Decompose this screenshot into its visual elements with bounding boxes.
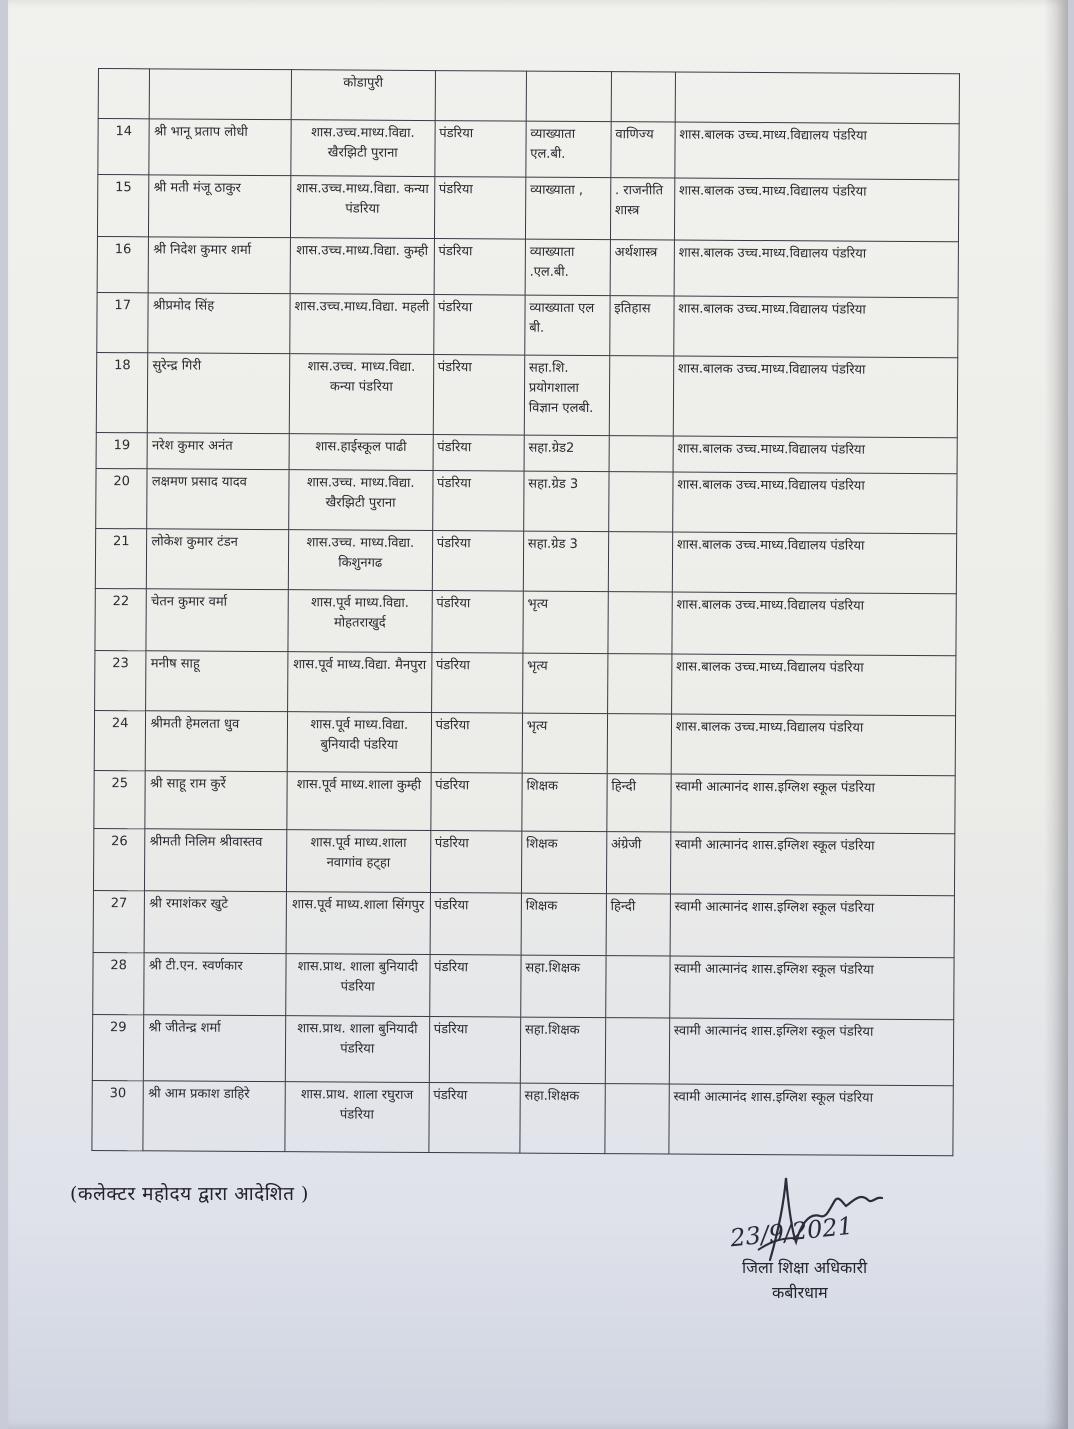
current-school-cell: शास.प्राथ. शाला रघुराज पंडरिया [285,1082,429,1153]
employee-name-cell: श्री टी.एन. स्वर्णकार [144,953,286,1016]
block-name-cell: पंडरिया [433,295,525,356]
current-school-cell: शास.हाईस्कूल पाढी [289,434,433,471]
subject-cell [608,532,672,592]
subject-cell [607,654,671,714]
table-row [96,432,957,473]
table-row [95,528,956,593]
employee-name-cell [150,69,292,120]
block-name-cell [435,71,527,122]
subject-cell: इतिहास [610,296,674,356]
table-row [95,588,956,655]
designation-cell: व्याख्याता एल.बी. [526,121,611,178]
table-row [97,175,958,242]
designation-cell: सहा.शिक्षक [520,1083,605,1154]
serial-number-cell: 23 [95,650,147,710]
designation-cell: व्याख्याता एल बी. [525,295,610,356]
block-name-cell: पंडरिया [434,239,526,296]
subject-cell: हिन्दी [606,894,670,956]
designation-cell: सहा.ग्रेड2 [524,435,609,472]
serial-number-cell: 16 [97,236,149,292]
new-posting-cell: शास.बालक उच्च.माध्य.विद्यालय पंडरिया [674,178,959,242]
block-name-cell: पंडरिया [434,121,526,178]
designation-cell: शिक्षक [521,893,606,956]
subject-cell [605,1084,669,1154]
subject-cell [609,436,673,472]
employee-name-cell: श्री जीतेन्द्र शर्मा [144,1015,286,1082]
officer-place: कबीरधाम [772,1282,828,1302]
block-name-cell: पंडरिया [429,955,521,1018]
table-row [93,952,954,1019]
subject-cell [608,472,672,532]
block-name-cell: पंडरिया [430,773,522,832]
table-row [94,710,955,775]
subject-cell: . राजनीति शास्त्र [610,178,674,240]
subject-cell [609,356,673,436]
new-posting-cell: शास.बालक उच्च.माध्य.विद्यालय पंडरिया [672,532,957,594]
current-school-cell: शास.पूर्व माध्य.विद्या. बुनियादी पंडरिया [287,712,431,773]
block-name-cell: पंडरिया [428,1083,520,1154]
block-name-cell: पंडरिया [432,591,524,654]
block-name-cell: पंडरिया [432,471,524,532]
new-posting-cell: स्वामी आत्मानंद शास.इग्लिश स्कूल पंडरिया [670,894,955,958]
current-school-cell: शास.उच्च.माध्य.विद्या. कुम्ही [290,238,434,295]
current-school-cell: शास.पूर्व माध्य.शाला नवागांव हट्हा [286,830,430,893]
current-school-cell: शास.प्राथ. शाला बुनियादी पंडरिया [286,954,430,1017]
subject-cell: अंग्रेजी [606,832,670,894]
new-posting-cell: शास.बालक उच्च.माध्य.विद्यालय पंडरिया [673,436,957,474]
employee-name-cell: लक्षमण प्रसाद यादव [147,469,289,530]
table-row [98,119,959,180]
current-school-cell: शास.उच्च. माध्य.विद्या. किशुनगढ [288,530,432,591]
block-name-cell: पंडरिया [431,653,523,714]
new-posting-cell: शास.बालक उच्च.माध्य.विद्यालय पंडरिया [671,714,956,776]
new-posting-cell: स्वामी आत्मानंद शास.इग्लिश स्कूल पंडरिया [669,956,954,1020]
block-name-cell: पंडरिया [431,713,523,774]
serial-number-cell: 25 [94,770,146,828]
new-posting-cell: शास.बालक उच्च.माध्य.विद्यालय पंडरिया [671,654,956,716]
serial-number-cell: 26 [93,828,145,890]
employee-name-cell: श्री आम प्रकाश डाहिरे [143,1081,285,1152]
serial-number-cell [98,69,150,119]
collector-order-note: (कलेक्टर महोदय द्वारा आदेशित ) [70,1183,309,1205]
current-school-cell: शास.उच्च.माध्य.विद्या. महली [290,294,434,355]
current-school-cell: शास.उच्च. माध्य.विद्या. खैरझिटी पुराना [289,470,433,531]
employee-name-cell: श्रीमती निलिम श्रीवास्तव [145,829,287,892]
table-row [92,1014,953,1085]
transfer-order-table [91,68,960,1156]
page-edge-shadow [1044,0,1068,1429]
block-name-cell: पंडरिया [433,435,524,472]
current-school-cell: कोडापुरी [291,70,435,121]
table-row [98,69,959,124]
new-posting-cell: स्वामी आत्मानंद शास.इग्लिश स्कूल पंडरिया [669,1018,954,1086]
signature-date: 23/9/2021 [728,1211,855,1253]
new-posting-cell: स्वामी आत्मानंद शास.इग्लिश स्कूल पंडरिया [670,832,955,896]
employee-name-cell: श्रीप्रमोद सिंह [148,293,290,354]
employee-name-cell: श्री रमाशंकर खुटे [144,891,286,954]
serial-number-cell: 30 [92,1080,144,1150]
employee-name-cell: श्री मती मंजू ठाकुर [149,175,291,238]
new-posting-cell: स्वामी आत्मानंद शास.इग्लिश स्कूल पंडरिया [669,1084,954,1156]
employee-name-cell: श्री भानू प्रताप लोधी [149,119,291,176]
new-posting-cell: शास.बालक उच्च.माध्य.विद्यालय पंडरिया [674,296,959,358]
table-row [93,828,954,895]
current-school-cell: शास.पूर्व माध्य.विद्या. मोहतराखुर्द [288,590,432,653]
table-row [96,468,957,533]
current-school-cell: शास.पूर्व माध्य.शाला सिंगपुर [286,892,430,955]
new-posting-cell: शास.बालक उच्च.माध्य.विद्यालय पंडरिया [672,592,957,656]
serial-number-cell: 21 [95,528,147,588]
block-name-cell: पंडरिया [429,1017,521,1084]
designation-cell: सहा.शिक्षक [520,1017,605,1084]
new-posting-cell: शास.बालक उच्च.माध्य.विद्यालय पंडरिया [672,472,957,534]
new-posting-cell: शास.बालक उच्च.माध्य.विद्यालय पंडरिया [673,356,958,438]
officer-block [742,1256,867,1306]
serial-number-cell: 19 [96,432,148,468]
subject-cell [607,714,671,774]
designation-cell: सहा.शि. प्रयोगशाला विज्ञान एलबी. [524,355,609,436]
block-name-cell: पंडरिया [432,531,524,592]
block-name-cell: पंडरिया [430,831,522,894]
serial-number-cell: 17 [97,292,149,352]
current-school-cell: शास.पूर्व माध्य.शाला कुम्ही [287,772,431,831]
current-school-cell: शास.पूर्व माध्य.विद्या. मैनपुरा [288,652,432,713]
new-posting-cell: स्वामी आत्मानंद शास.इग्लिश स्कूल पंडरिया [671,774,956,834]
employee-name-cell: श्रीमती हेमलता धुव [146,711,288,772]
table-row [94,770,955,833]
subject-cell [605,1018,669,1084]
subject-cell: वाणिज्य [611,122,675,178]
table-row [93,890,954,957]
current-school-cell: शास.उच्च.माध्य.विद्या. कन्या पंडरिया [290,176,434,239]
current-school-cell: शास.प्राथ. शाला बुनियादी पंडरिया [285,1016,429,1083]
designation-cell: व्याख्याता .एल.बी. [525,239,610,296]
designation-cell: भृत्य [523,591,608,654]
serial-number-cell: 27 [93,890,145,952]
block-name-cell: पंडरिया [433,355,525,436]
subject-cell: हिन्दी [607,774,671,832]
current-school-cell: शास.उच्च.माध्य.विद्या. खैरझिटी पुराना [291,120,435,177]
subject-cell [608,592,672,654]
designation-cell: शिक्षक [521,831,606,894]
designation-cell: सहा.ग्रेड 3 [523,531,608,592]
serial-number-cell: 14 [98,119,150,175]
new-posting-cell: शास.बालक उच्च.माध्य.विद्यालय पंडरिया [674,240,959,298]
subject-cell [605,956,669,1018]
serial-number-cell: 29 [92,1014,144,1080]
designation-cell: भृत्य [522,713,607,774]
serial-number-cell: 28 [93,952,145,1014]
table-row [96,352,957,437]
employee-name-cell: सुरेन्द्र गिरी [148,353,290,434]
table-row [92,1080,953,1155]
designation-cell [526,71,611,122]
serial-number-cell: 18 [96,352,148,432]
subject-cell: अर्थशास्त्र [610,240,674,296]
designation-cell: शिक्षक [522,773,607,832]
officer-title: जिला शिक्षा अधिकारी [742,1258,868,1277]
current-school-cell: शास.उच्च. माध्य.विद्या. कन्या पंडरिया [289,354,433,435]
serial-number-cell: 15 [97,175,149,237]
employee-name-cell: श्री निदेश कुमार शर्मा [149,237,291,294]
employee-name-cell: चेतन कुमार वर्मा [146,589,288,652]
block-name-cell: पंडरिया [434,177,526,240]
new-posting-cell: शास.बालक उच्च.माध्य.विद्यालय पंडरिया [675,122,960,180]
designation-cell: भृत्य [522,653,607,714]
employee-name-cell: लोकेश कुमार टंडन [147,529,289,590]
subject-cell [611,72,675,122]
table-body [92,69,960,1156]
employee-name-cell: मनीष साहू [146,651,288,712]
table-row [95,650,956,715]
employee-name-cell: नरेश कुमार अनंत [147,433,289,470]
table-row [97,236,958,297]
serial-number-cell: 20 [96,468,148,528]
designation-cell: सहा.शिक्षक [521,955,606,1018]
designation-cell: व्याख्याता , [525,177,610,240]
new-posting-cell [675,72,960,124]
table-row [97,292,958,357]
employee-name-cell: श्री साहू राम कुर्रे [145,771,287,830]
designation-cell: सहा.ग्रेड 3 [524,471,609,532]
serial-number-cell: 24 [94,710,146,770]
serial-number-cell: 22 [95,588,147,650]
block-name-cell: पंडरिया [430,893,522,956]
